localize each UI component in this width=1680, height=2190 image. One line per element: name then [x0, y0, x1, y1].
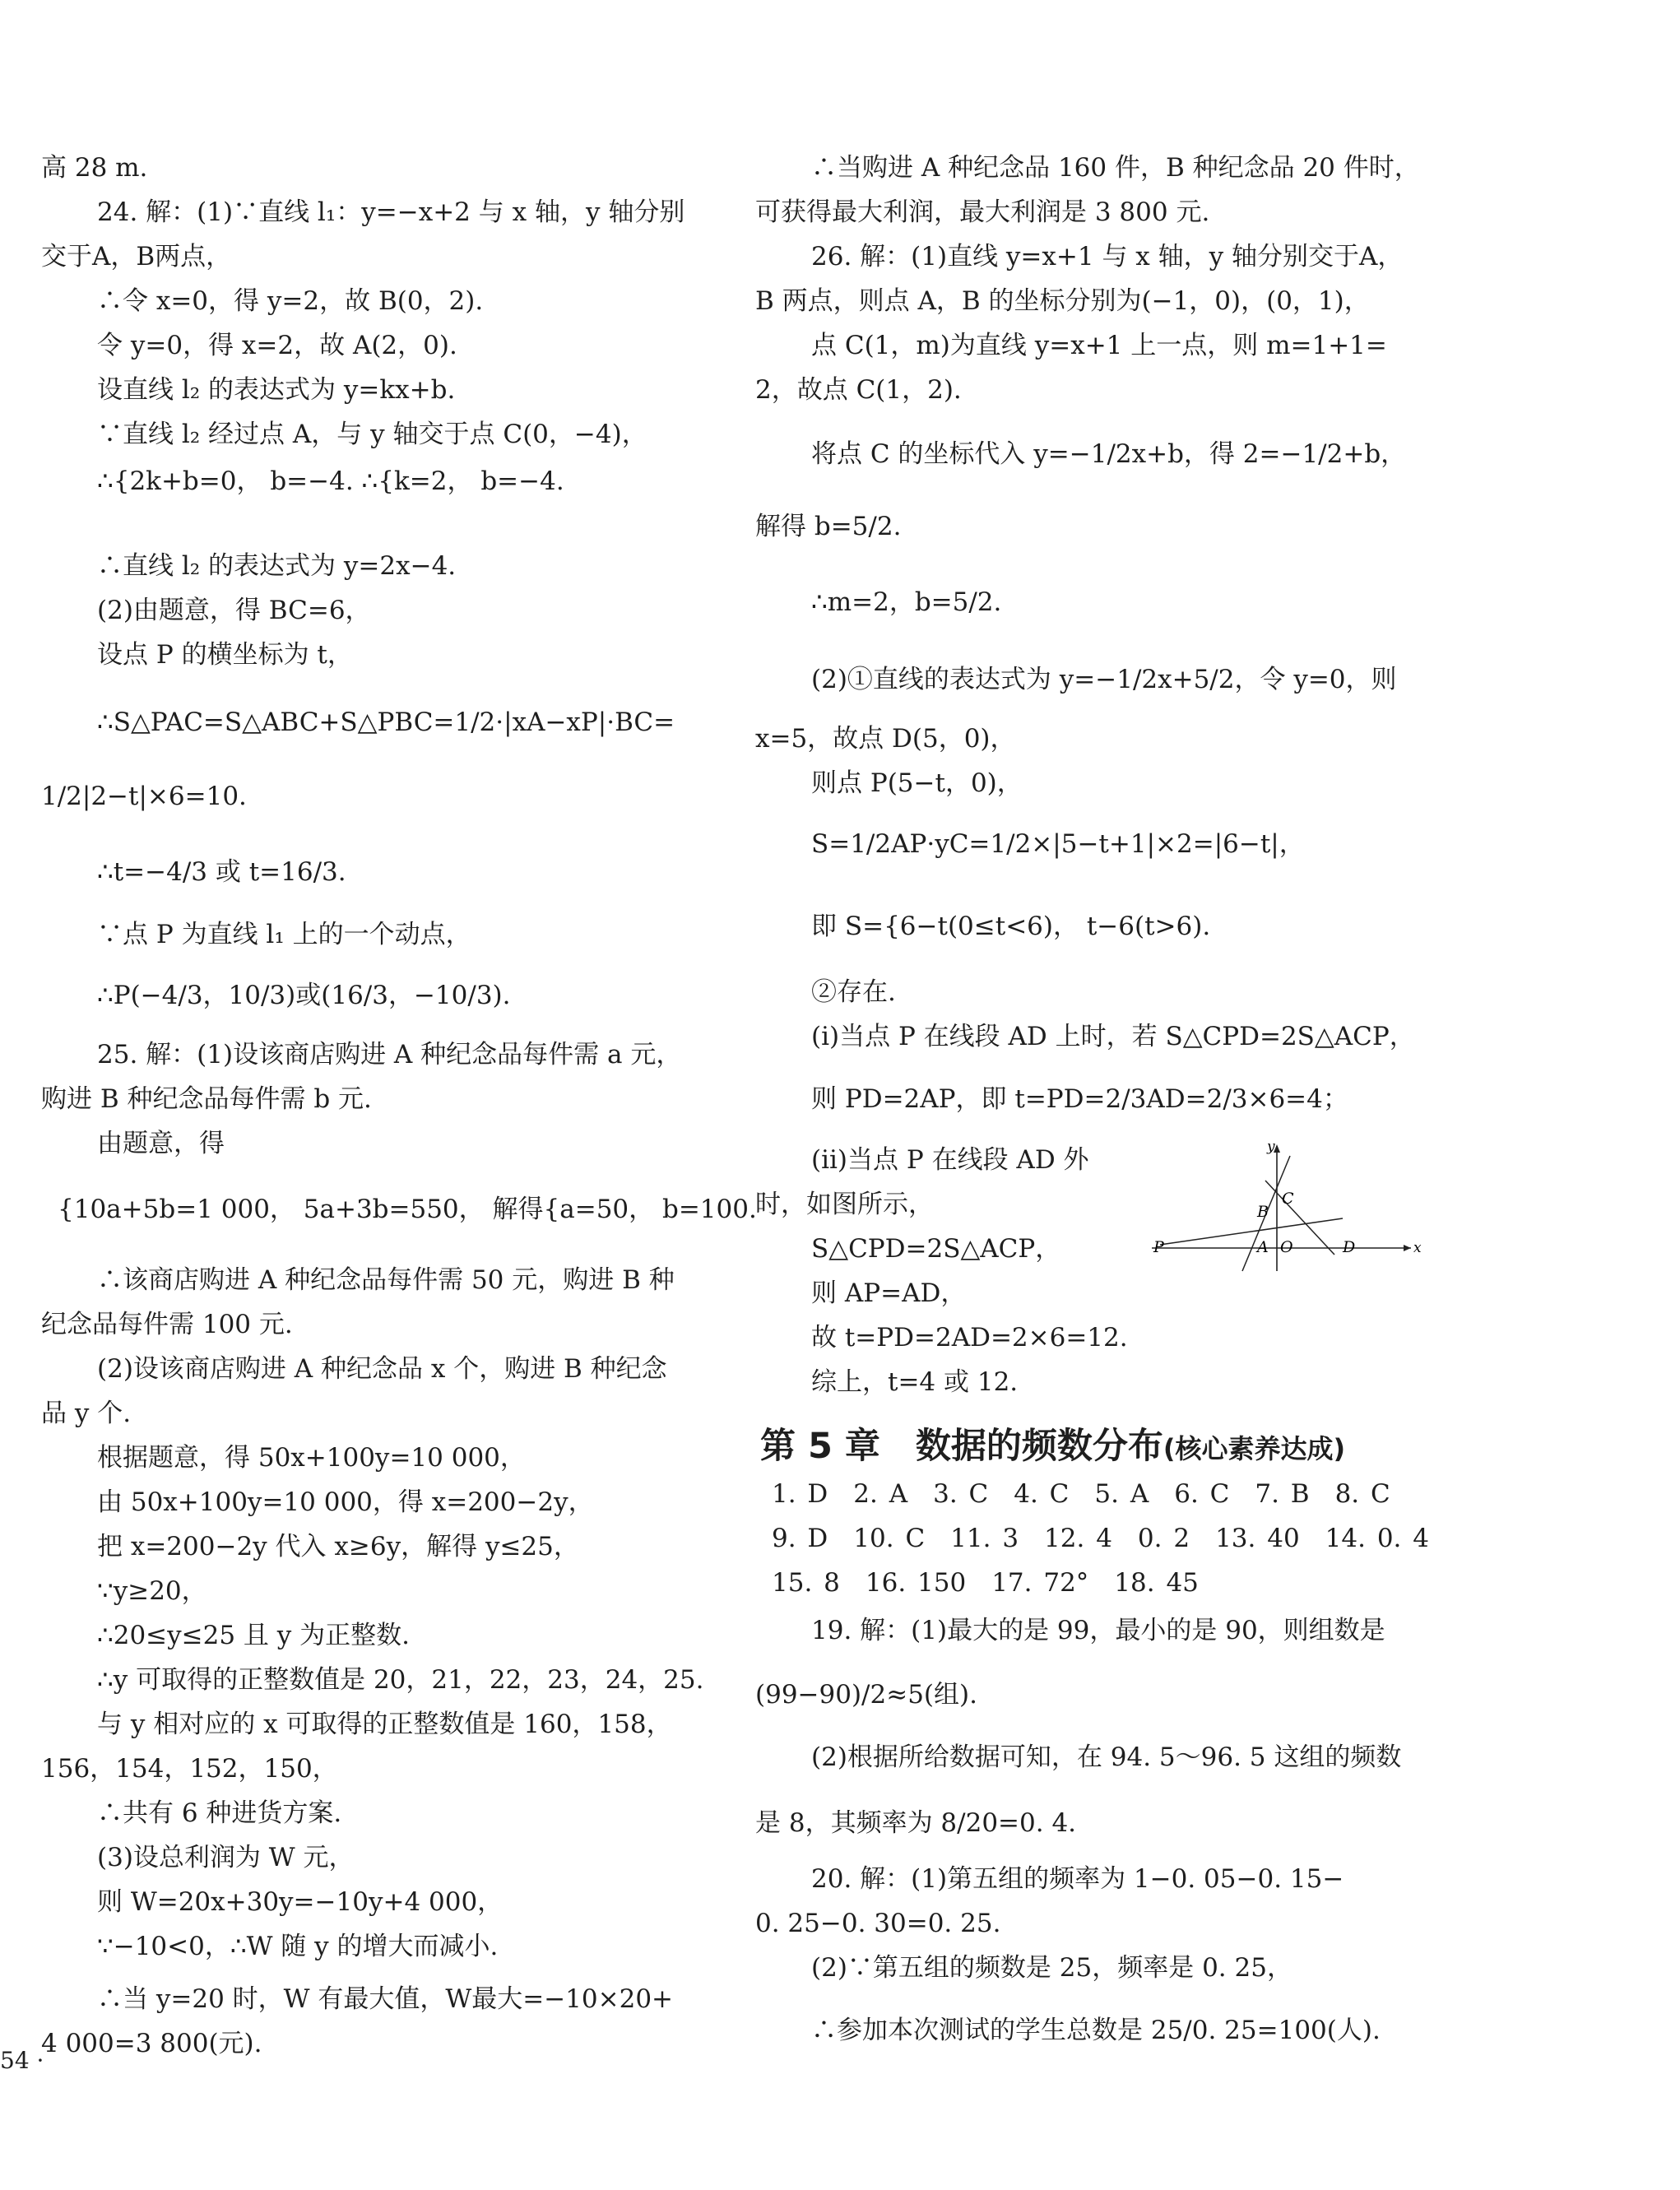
label-D: D — [1343, 1238, 1356, 1256]
text-line: 由 50x+100y=10 000，得 x=200−2y， — [97, 1487, 594, 1517]
line-pc — [1160, 1218, 1343, 1245]
text-line: ∴共有 6 种进货方案. — [97, 1798, 342, 1828]
formula-line: 则 PD=2AP，即 t=PD=2/3AD=2/3×6=4； — [811, 1084, 1348, 1114]
text-line: 则 AP=AD， — [811, 1278, 967, 1308]
label-P: P — [1153, 1238, 1164, 1256]
text-line: x=5，故点 D(5，0)， — [755, 724, 1016, 754]
page-number: 54 · — [0, 2047, 44, 2074]
text-line: (2)∵第五组的频数是 25，频率是 0. 25， — [811, 1953, 1292, 1983]
text-line: 则点 P(5−t，0)， — [811, 768, 1023, 798]
text-line: ∴20≤y≤25 且 y 为正整数. — [97, 1621, 411, 1650]
formula-line: 是 8，其频率为 8/20=0. 4. — [755, 1808, 1077, 1838]
text-line: 与 y 相对应的 x 可取得的正整数值是 160，158， — [97, 1710, 672, 1739]
text-line: (2)设该商店购进 A 种纪念品 x 个，购进 B 种纪念 — [97, 1354, 667, 1384]
text-line: 0. 25−0. 30=0. 25. — [755, 1909, 1001, 1938]
text-line: ∵点 P 为直线 l₁ 上的一个动点， — [97, 920, 471, 949]
text-line: 购进 B 种纪念品每件需 b 元. — [41, 1084, 372, 1114]
formula-line: S△CPD=2S△ACP， — [811, 1234, 1061, 1264]
chapter-subtitle: (核心素养达成) — [1163, 1433, 1346, 1464]
text-line: 令 y=0，得 x=2，故 A(2，0). — [97, 331, 457, 360]
text-line: ∵−10<0，∴W 随 y 的增大而减小. — [97, 1932, 499, 1961]
answer-row: 15. 8 16. 150 17. 72° 18. 45 — [772, 1568, 1199, 1598]
label-A: A — [1257, 1238, 1269, 1256]
formula-line: 1/2|2−t|×6=10. — [41, 782, 247, 811]
solution-19-header: 19. 解：(1)最大的是 99，最小的是 90，则组数是 — [811, 1616, 1385, 1645]
text-line: 品 y 个. — [41, 1399, 132, 1428]
text-line: ∴直线 l₂ 的表达式为 y=2x−4. — [97, 551, 457, 581]
text-line: 设点 P 的横坐标为 t， — [97, 640, 353, 670]
formula-line: ∴参加本次测试的学生总数是 25/0. 25=100(人). — [811, 2016, 1381, 2045]
piecewise-function: 即 S={6−t(0≤t<6)， t−6(t>6). — [811, 912, 1211, 941]
chapter-title: 第 5 章 数据的频数分布 — [760, 1426, 1163, 1467]
text-line: 156，154，152，150， — [41, 1754, 338, 1784]
line-cd — [1265, 1181, 1334, 1255]
formula-line: 解得 b=5/2. — [755, 512, 902, 541]
formula-line: (99−90)/2≈5(组). — [755, 1680, 977, 1710]
label-x: x — [1413, 1240, 1422, 1256]
text-line: 综上，t=4 或 12. — [811, 1367, 1019, 1397]
text-line: 可获得最大利润，最大利润是 3 800 元. — [755, 197, 1210, 227]
solution-24-header: 24. 解：(1)∵直线 l₁：y=−x+2 与 x 轴，y 轴分别 — [97, 197, 685, 227]
text-line: ∴当 y=20 时，W 有最大值，W最大=−10×20+ — [97, 1984, 674, 2014]
text-line: (2)由题意，得 BC=6， — [97, 596, 371, 625]
text-line: 高 28 m. — [41, 153, 148, 183]
formula-line: S=1/2AP·yC=1/2×|5−t+1|×2=|6−t|， — [811, 829, 1305, 859]
x-axis-arrow — [1404, 1245, 1411, 1251]
text-line: 由题意，得 — [97, 1129, 225, 1158]
formula-line: 将点 C 的坐标代入 y=−1/2x+b，得 2=−1/2+b， — [811, 439, 1407, 469]
text-line: ∵y≥20， — [97, 1576, 207, 1606]
label-C: C — [1282, 1190, 1294, 1208]
text-line: ∴令 x=0，得 y=2，故 B(0，2). — [97, 286, 484, 316]
text-line: 纪念品每件需 100 元. — [41, 1310, 293, 1339]
formula-line: ∴P(−4/3，10/3)或(16/3，−10/3). — [97, 981, 511, 1010]
text-line: 2，故点 C(1，2). — [755, 375, 962, 405]
answer-row: 9. D 10. C 11. 3 12. 4 0. 2 13. 40 14. 0. 4 — [772, 1524, 1429, 1553]
text-line: 交于A，B两点， — [41, 242, 232, 271]
equation-system: {10a+5b=1 000， 5a+3b=550， 解得{a=50， b=100. — [58, 1195, 757, 1224]
text-line: 根据题意，得 50x+100y=10 000， — [97, 1443, 526, 1473]
solution-25-header: 25. 解：(1)设该商店购进 A 种纪念品每件需 a 元， — [97, 1040, 682, 1069]
text-line: ∴y 可取得的正整数值是 20，21，22，23，24，25. — [97, 1665, 704, 1695]
text-line: 则 W=20x+30y=−10y+4 000， — [97, 1887, 504, 1917]
chapter-heading — [760, 1418, 1345, 1469]
text-line: (3)设总利润为 W 元， — [97, 1843, 355, 1872]
label-B: B — [1257, 1203, 1269, 1221]
text-line: ∴当购进 A 种纪念品 160 件，B 种纪念品 20 件时， — [811, 153, 1420, 183]
text-line: 设直线 l₂ 的表达式为 y=kx+b. — [97, 375, 456, 405]
text-line: (2)根据所给数据可知，在 94. 5～96. 5 这组的频数 — [811, 1742, 1402, 1772]
answer-row: 1. D 2. A 3. C 4. C 5. A 6. C 7. B 8. C — [772, 1479, 1390, 1509]
text-line: 4 000=3 800(元). — [41, 2029, 262, 2058]
text-line: 点 C(1，m)为直线 y=x+1 上一点，则 m=1+1= — [811, 331, 1387, 360]
text-line: 故 t=PD=2AD=2×6=12. — [811, 1323, 1128, 1353]
formula-line: ∴S△PAC=S△ABC+S△PBC=1/2·|xA−xP|·BC= — [97, 708, 675, 737]
label-O: O — [1280, 1238, 1293, 1256]
equation-system: ∴{2k+b=0， b=−4. ∴{k=2， b=−4. — [97, 466, 564, 496]
coordinate-figure — [1144, 1139, 1423, 1279]
solution-20-header: 20. 解：(1)第五组的频率为 1−0. 05−0. 15− — [811, 1864, 1344, 1894]
label-y: y — [1267, 1139, 1275, 1155]
text-line: ②存在. — [811, 977, 896, 1007]
text-line: (ⅱ)当点 P 在线段 AD 外 — [811, 1145, 1089, 1175]
text-line: 时，如图所示， — [755, 1190, 934, 1219]
formula-line: ∴m=2，b=5/2. — [811, 587, 1002, 617]
text-line: ∴该商店购进 A 种纪念品每件需 50 元，购进 B 种 — [97, 1265, 675, 1295]
formula-line: (2)①直线的表达式为 y=−1/2x+5/2，令 y=0，则 — [811, 665, 1397, 694]
text-line: 把 x=200−2y 代入 x≥6y，解得 y≤25， — [97, 1532, 579, 1561]
text-line: (ⅰ)当点 P 在线段 AD 上时，若 S△CPD=2S△ACP， — [811, 1022, 1415, 1051]
text-line: B 两点，则点 A，B 的坐标分别为(−1，0)，(0，1)， — [755, 286, 1370, 316]
solution-26-header: 26. 解：(1)直线 y=x+1 与 x 轴，y 轴分别交于A， — [811, 242, 1404, 271]
text-line: ∵直线 l₂ 经过点 A，与 y 轴交于点 C(0，−4)， — [97, 420, 647, 449]
formula-line: ∴t=−4/3 或 t=16/3. — [97, 857, 346, 887]
